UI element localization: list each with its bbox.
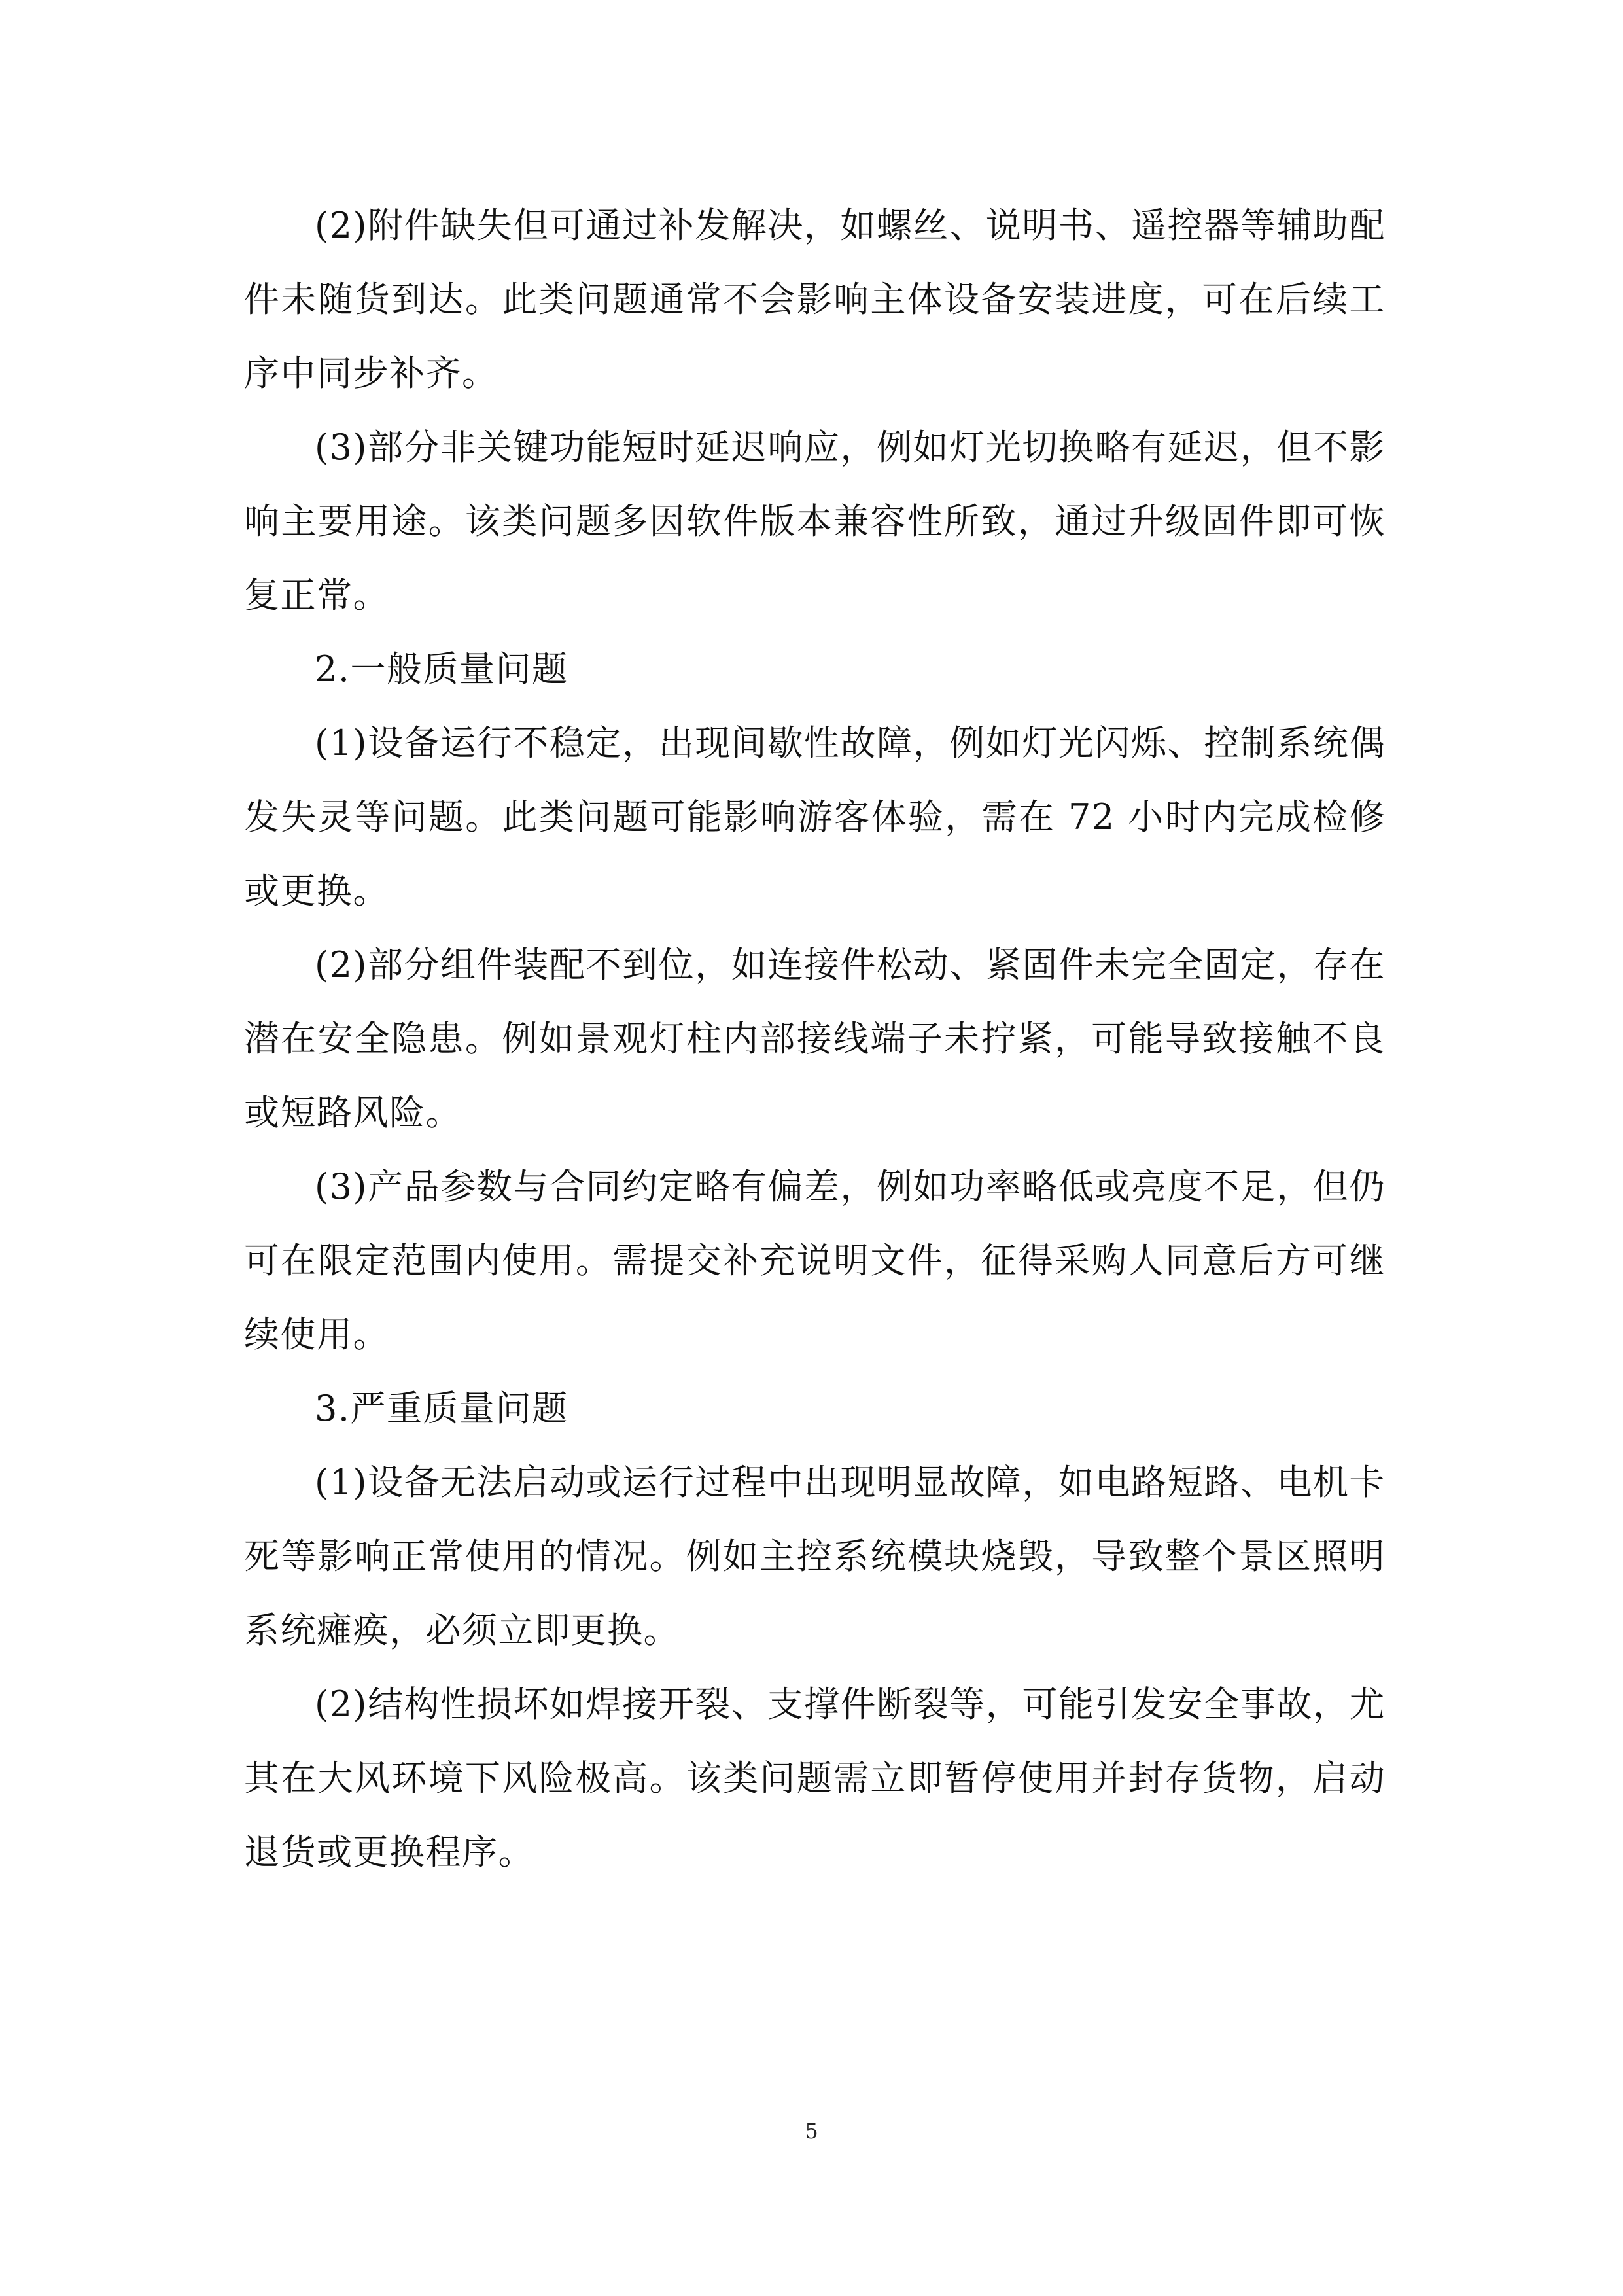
paragraph-parameter-deviation: (3)产品参数与合同约定略有偏差，例如功率略低或亮度不足，但仍可在限定范围内使用。需提交补充说明文件，征得采购人同意后方可继续使用。 xyxy=(244,1166,1386,1355)
page-number: 5 xyxy=(805,2119,818,2144)
paragraph-unstable-operation: (1)设备运行不稳定，出现间歇性故障，例如灯光闪烁、控制系统偶发失灵等问题。此类问题可能影响游客体验，需在 72 小时内完成检修或更换。 xyxy=(244,722,1386,911)
paragraph-accessory-missing: (2)附件缺失但可通过补发解决，如螺丝、说明书、遥控器等辅助配件未随货到达。此类问题通常不会影响主体设备安装进度，可在后续工序中同步补齐。 xyxy=(244,205,1386,394)
paragraph-assembly-issue: (2)部分组件装配不到位，如连接件松动、紧固件未完全固定，存在潜在安全隐患。例如景观灯柱内部接线端子未拧紧，可能导致接触不良或短路风险。 xyxy=(244,944,1386,1133)
section-heading-general-quality: 2.一般质量问题 xyxy=(315,648,568,690)
paragraph-function-delay: (3)部分非关键功能短时延迟响应，例如灯光切换略有延迟，但不影响主要用途。该类问题多因软件版本兼容性所致，通过升级固件即可恢复正常。 xyxy=(244,427,1386,616)
paragraph-startup-failure: (1)设备无法启动或运行过程中出现明显故障，如电路短路、电机卡死等影响正常使用的情况。例如主控系统模块烧毁，导致整个景区照明系统瘫痪，必须立即更换。 xyxy=(244,1462,1386,1651)
paragraph-structural-damage: (2)结构性损坏如焊接开裂、支撑件断裂等，可能引发安全事故，尤其在大风环境下风险极高。该类问题需立即暂停使用并封存货物，启动退货或更换程序。 xyxy=(244,1684,1386,1873)
body-text xyxy=(244,188,1386,1889)
section-heading-serious-quality: 3.严重质量问题 xyxy=(315,1388,568,1429)
